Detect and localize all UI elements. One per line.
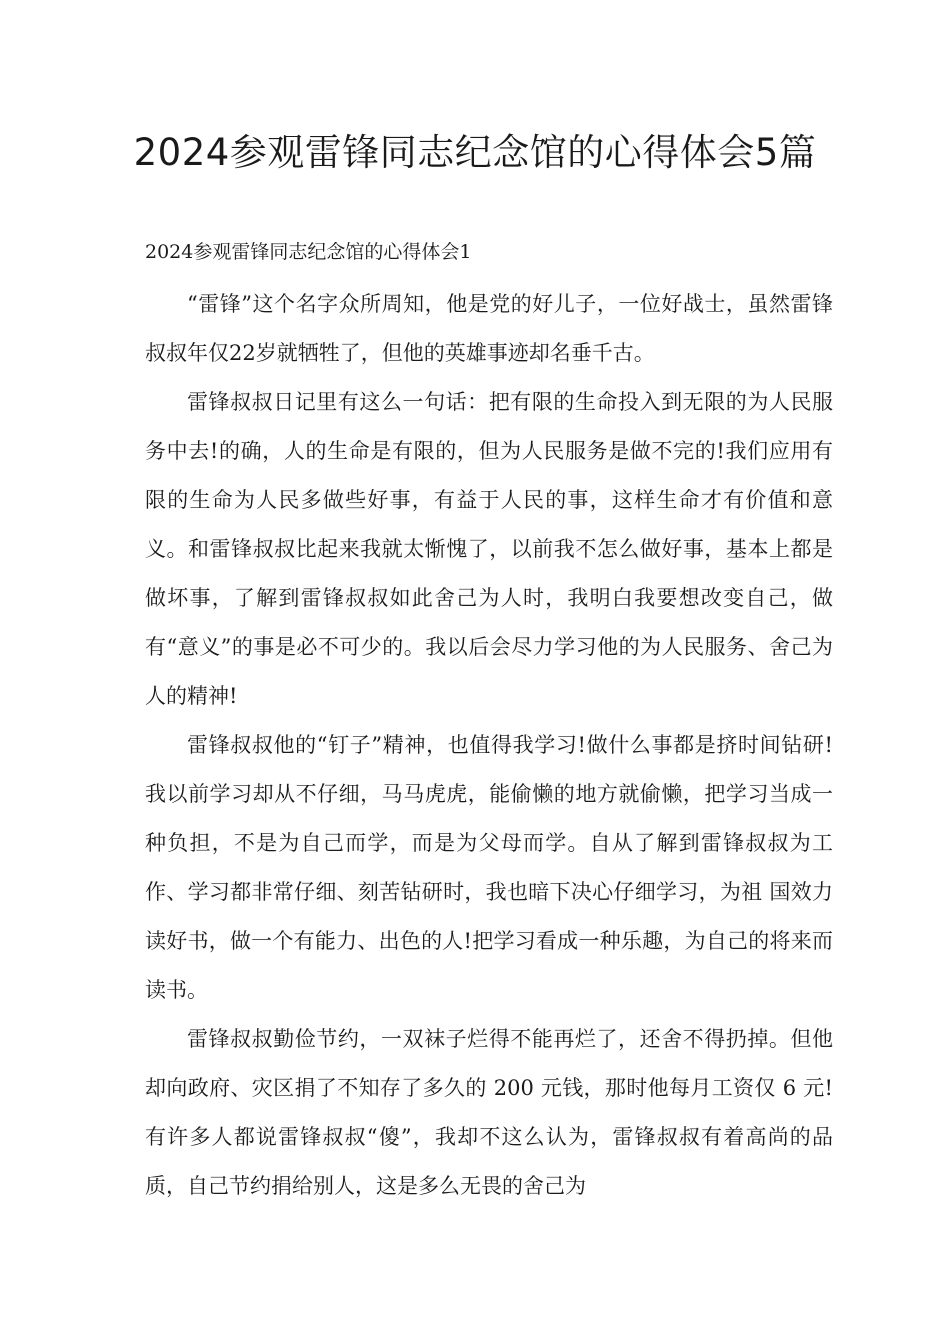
section-heading: 2024参观雷锋同志纪念馆的心得体会1	[145, 241, 472, 263]
document-title: 2024参观雷锋同志纪念馆的心得体会5篇	[133, 131, 817, 174]
paragraph: “雷锋”这个名字众所周知，他是党的好儿子，一位好战士，虽然雷锋叔叔年仅22岁就牺牲了，但他的英雄事迹却名垂千古。	[145, 292, 833, 365]
paragraph: 雷锋叔叔他的“钉子”精神，也值得我学习!做什么事都是挤时间钻研!我以前学习却从不仔细，马马虎虎，能偷懒的地方就偷懒，把学习当成一种负担，不是为自己而学，而是为父母而学。自从了解到雷锋叔叔为工作、学习都非常仔细、刻苦钻研时，我也暗下决心仔细学习，为祖 国效力读好书，做一个有能力、出色的人!把学习看成一种乐趣，为自己的将来而读书。	[145, 733, 833, 1002]
document-body	[145, 280, 833, 1211]
paragraph: 雷锋叔叔日记里有这么一句话：把有限的生命投入到无限的为人民服务中去!的确，人的生命是有限的，但为人民服务是做不完的!我们应用有限的生命为人民多做些好事，有益于人民的事，这样生命才有价值和意义。和雷锋叔叔比起来我就太惭愧了，以前我不怎么做好事，基本上都是做坏事，了解到雷锋叔叔如此舍己为人时，我明白我要想改变自己，做有“意义”的事是必不可少的。我以后会尽力学习他的为人民服务、舍己为人的精神!	[145, 390, 833, 708]
paragraph: 雷锋叔叔勤俭节约，一双袜子烂得不能再烂了，还舍不得扔掉。但他却向政府、灾区捐了不知存了多久的 200 元钱，那时他每月工资仅 6 元!有许多人都说雷锋叔叔“傻”，我却不这么认为，雷锋叔叔有着高尚的品质，自己节约捐给别人，这是多么无畏的舍己为	[145, 1027, 833, 1198]
